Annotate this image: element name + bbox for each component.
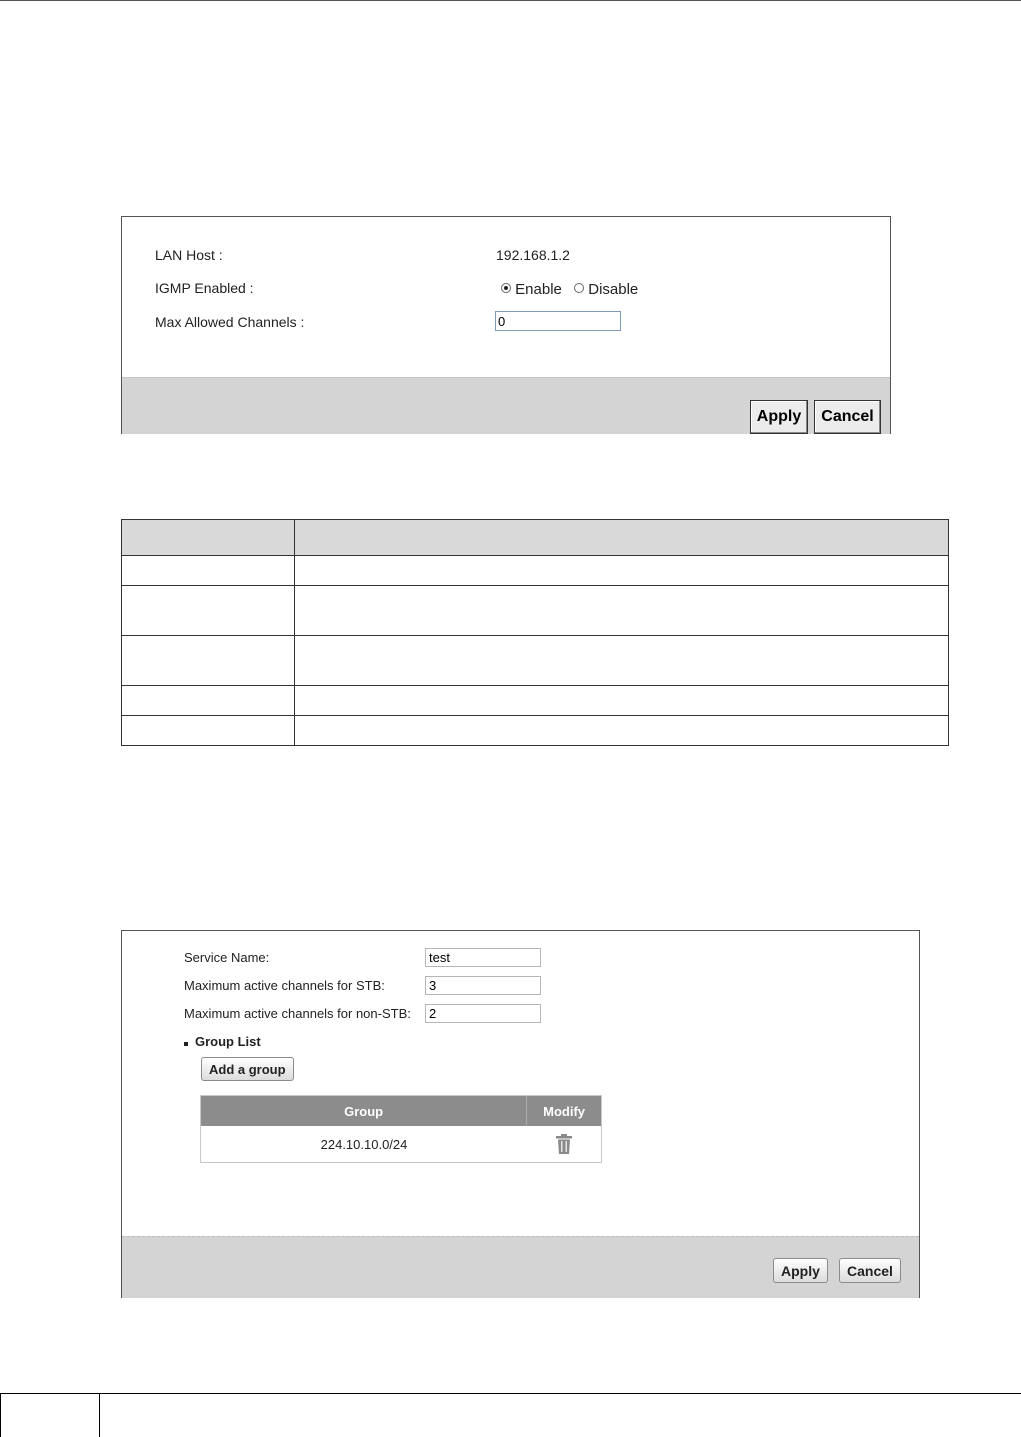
table-header-cell — [122, 520, 295, 556]
igmp-host-panel — [121, 216, 891, 434]
table-row — [122, 716, 949, 746]
modify-cell — [527, 1126, 601, 1162]
trash-icon[interactable] — [556, 1134, 572, 1154]
service-panel-footer — [122, 1236, 919, 1298]
group-table-header — [201, 1096, 601, 1126]
table-row — [122, 556, 949, 586]
description-table — [121, 519, 949, 746]
stb-channels-label: Maximum active channels for STB: — [184, 978, 385, 993]
table-row — [122, 636, 949, 686]
modify-column-header: Modify — [526, 1096, 601, 1126]
apply-button[interactable]: Apply — [750, 400, 808, 434]
service-name-input[interactable]: test — [425, 948, 541, 967]
igmp-radio-group — [501, 281, 638, 298]
group-column-header: Group — [344, 1103, 384, 1119]
table-header-row — [122, 520, 949, 556]
table-row — [201, 1126, 601, 1162]
enable-label[interactable]: Enable — [515, 281, 562, 298]
max-channels-label: Max Allowed Channels : — [155, 314, 305, 330]
table-header-cell — [295, 520, 949, 556]
lan-host-value: 192.168.1.2 — [496, 247, 570, 263]
service-name-label: Service Name: — [184, 950, 270, 965]
disable-label[interactable]: Disable — [588, 281, 639, 298]
max-channels-input[interactable] — [495, 311, 621, 331]
page-number-box — [0, 1393, 100, 1437]
cancel-button[interactable]: Cancel — [839, 1258, 901, 1283]
stb-channels-input[interactable]: 3 — [425, 976, 541, 995]
disable-radio[interactable] — [574, 283, 584, 293]
group-cell: 224.10.10.0/24 — [320, 1136, 408, 1152]
non-stb-channels-label: Maximum active channels for non-STB: — [184, 1006, 411, 1021]
group-list-title: Group List — [195, 1034, 261, 1049]
igmp-enabled-label: IGMP Enabled : — [155, 280, 254, 296]
add-group-button[interactable]: Add a group — [201, 1057, 294, 1081]
group-table — [200, 1095, 602, 1163]
enable-radio[interactable] — [501, 283, 511, 293]
table-row — [122, 586, 949, 636]
igmp-service-panel — [121, 930, 920, 1298]
table-row — [122, 686, 949, 716]
bullet-icon — [184, 1042, 188, 1046]
footer-rule — [100, 1393, 1021, 1394]
igmp-panel-footer — [122, 377, 890, 434]
header-rule — [0, 0, 1021, 1]
lan-host-label: LAN Host : — [155, 247, 223, 263]
apply-button[interactable]: Apply — [773, 1258, 828, 1283]
cancel-button[interactable]: Cancel — [814, 400, 881, 434]
non-stb-channels-input[interactable]: 2 — [425, 1004, 541, 1023]
